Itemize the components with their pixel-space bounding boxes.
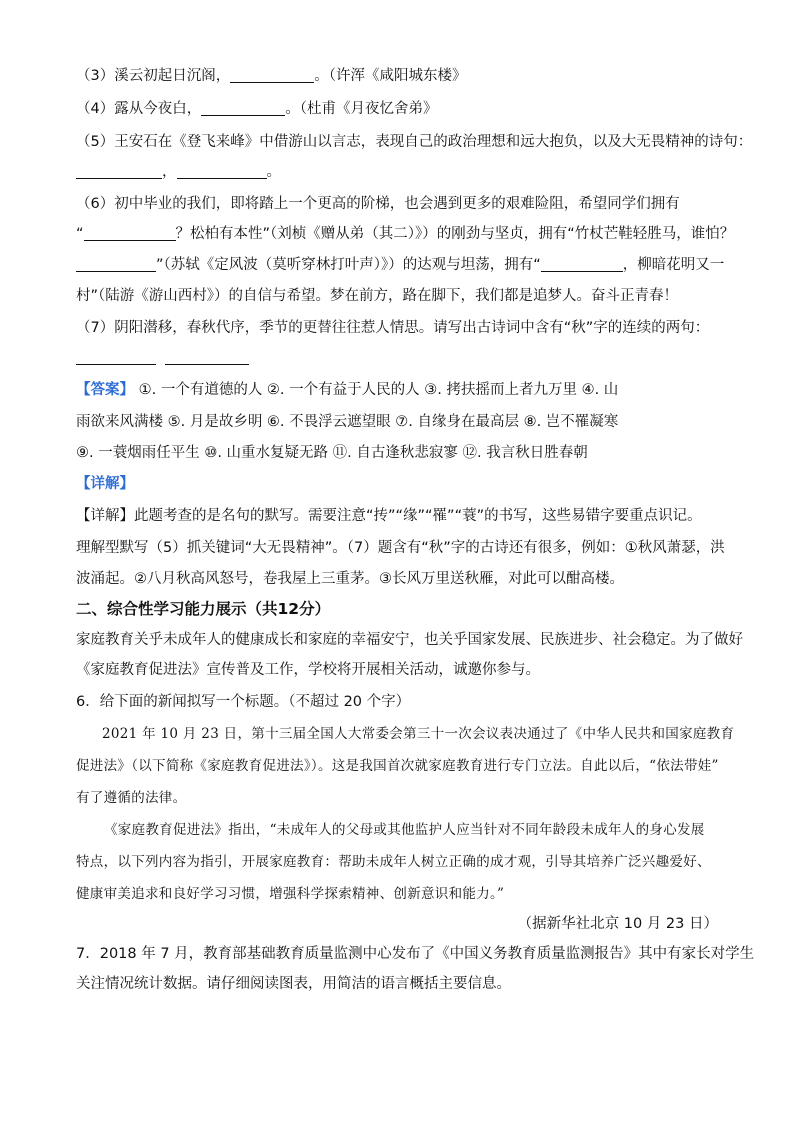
question-7b-line2: 关注情况统计数据。请仔细阅读图表，用简洁的语言概括主要信息。 xyxy=(76,976,511,992)
question-6-line3 xyxy=(76,255,724,275)
news-p1-l1: 2021 年 10 月 23 日，第十三届全国人大常委会第三十一次会议表决通过了《中华人民共和国家庭教育 xyxy=(102,726,735,742)
section-2-intro-1: 家庭教育关乎未成年人的健康成长和家庭的幸福安宁，也关乎国家发展、民族进步、社会稳定。为了做好 xyxy=(76,632,743,648)
news-p1-l2: 促进法》（以下简称《家庭教育促进法》）。这是我国首次就家庭教育进行专门立法。自此以后，“依法带娃” xyxy=(76,758,719,774)
quote-open: “ xyxy=(76,226,84,242)
question-5-blanks xyxy=(76,162,281,182)
answer-blank xyxy=(76,257,156,272)
section-2-title: 二、综合性学习能力展示（共12分） xyxy=(76,600,331,618)
news-p2-l2: 特点，以下列内容为指引，开展家庭教育：帮助未成年人树立正确的成才观，引导其培养广泛兴趣爱好、 xyxy=(76,854,711,870)
answer-blank xyxy=(201,101,285,116)
question-5: （5）王安石在《登飞来峰》中借游山以言志，表现自己的政治理想和远大抱负，以及大无畏精神的诗句： xyxy=(76,134,753,150)
news-p2-l3: 健康审美追求和良好学习习惯，增强科学探索精神、创新意识和能力。” xyxy=(76,886,505,902)
question-4 xyxy=(76,99,437,119)
q3-prefix: （3）溪云初起日沉阁， xyxy=(76,68,231,84)
answer-blank xyxy=(84,226,176,241)
question-7: （7）阴阳潜移，春秋代序，季节的更替往往惹人情思。请写出古诗词中含有“秋”字的连续的两句： xyxy=(76,320,710,336)
detail-line2: 理解型默写（5）抓关键词“大无畏精神”。（7）题含有“秋”字的古诗还有很多，例如：①秋风萧瑟，洪 xyxy=(76,540,725,556)
answer-blank xyxy=(165,350,249,365)
question-7b-line1: 7．2018 年 7 月，教育部基础教育质量监测中心发布了《中国义务教育质量监测报告》其中有家长对学生 xyxy=(76,946,755,962)
q6-line2-text: ？松柏有本性”（刘桢《赠从弟（其二）》）的刚劲与坚贞，拥有“竹杖芒鞋轻胜马，谁怕？ xyxy=(175,226,735,242)
question-6-line2 xyxy=(76,224,734,244)
news-source: （据新华社北京 10 月 23 日） xyxy=(517,916,718,932)
detail-line1: 【详解】此题考查的是名句的默写。需要注意“抟”“缘”“罹”“蓑”的书写，这些易错字要重点识记。 xyxy=(76,508,702,524)
detail-line3: 波涌起。②八月秋高风怒号，卷我屋上三重茅。③长风万里送秋雁，对此可以酣高楼。 xyxy=(76,571,624,587)
question-3 xyxy=(76,66,466,86)
answer-line2: 雨欲来风满楼 ⑤. 月是故乡明 ⑥. 不畏浮云遮望眼 ⑦. 自缘身在最高层 ⑧. 岂不罹凝寒 xyxy=(76,414,619,430)
q3-suffix: 。（许浑《咸阳城东楼》 xyxy=(314,68,467,84)
answer-blank xyxy=(76,350,156,365)
answer-blank xyxy=(76,164,162,179)
detail-tag-label: 【详解】 xyxy=(76,476,134,492)
answer-blank xyxy=(541,257,623,272)
question-6-line1: （6）初中毕业的我们，即将踏上一个更高的阶梯，也会遇到更多的艰难险阻，希望同学们拥有 xyxy=(76,196,680,212)
news-p1-l3: 有了遵循的法律。 xyxy=(76,790,187,806)
section-2-intro-2: 《家庭教育促进法》宣传普及工作，学校将开展相关活动，诚邀你参与。 xyxy=(76,662,540,678)
answer-blank xyxy=(177,164,267,179)
answer-blank xyxy=(230,68,314,83)
question-6b-title: 6．给下面的新闻拟写一个标题。（不超过 20 个字） xyxy=(76,694,411,710)
question-7-blanks xyxy=(76,348,249,368)
news-p2-l1: 《家庭教育促进法》指出，“未成年人的父母或其他监护人应当针对不同年龄段未成年人的身心发展 xyxy=(104,822,705,838)
answer-tag: 【答案】 xyxy=(76,382,134,398)
q5-end: 。 xyxy=(266,164,281,180)
question-6-line4: 村”（陆游《游山西村》）的自信与希望。梦在前方，路在脚下，我们都是追梦人。奋斗正青春！ xyxy=(76,288,679,304)
q5-sep: ， xyxy=(162,164,177,180)
answer-text-1: ①. 一个有道德的人 ②. 一个有益于人民的人 ③. 拷扶摇而上者九万里 ④. 山 xyxy=(134,382,619,398)
q6-line3-text: ”（苏轼《定风波（莫听穿林打叶声）》）的达观与坦荡，拥有“ xyxy=(156,257,541,273)
q4-prefix: （4）露从今夜白， xyxy=(76,101,202,117)
q6-line3-end: ，柳暗花明又一 xyxy=(622,257,725,273)
answer-line3: ⑨. 一蓑烟雨任平生 ⑩. 山重水复疑无路 ⑪. 自古逢秋悲寂寥 ⑫. 我言秋日胜春朝 xyxy=(76,445,588,461)
q4-suffix: 。（杜甫《月夜忆舍弟》 xyxy=(285,101,438,117)
detail-tag xyxy=(76,474,134,494)
answer-line1 xyxy=(76,380,618,400)
